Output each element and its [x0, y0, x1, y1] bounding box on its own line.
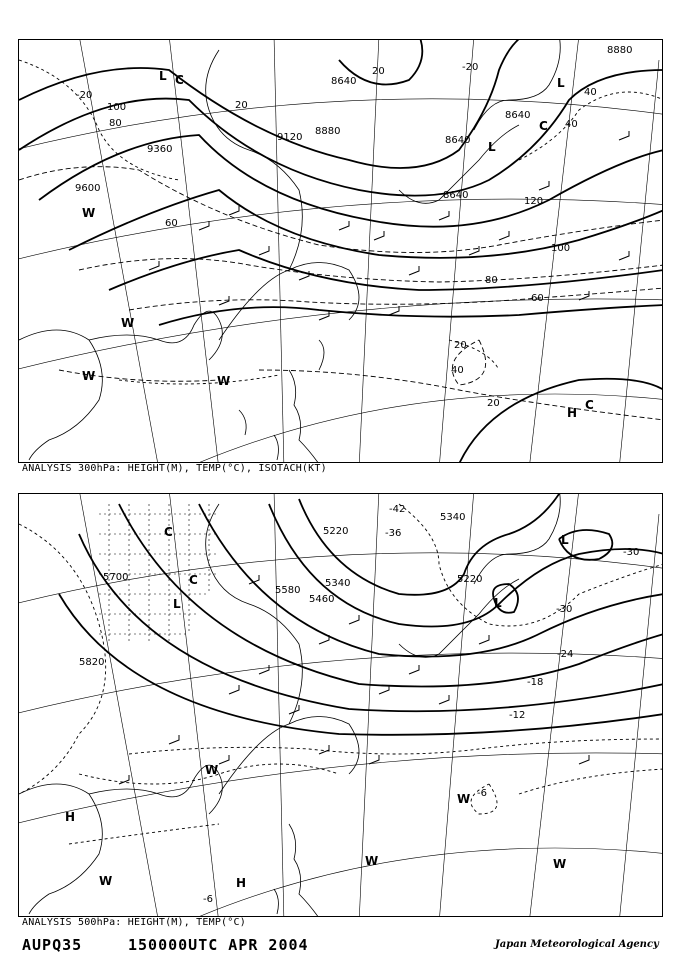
- temperature-labels: [203, 504, 639, 905]
- isotach-label: 80: [485, 275, 498, 286]
- height-label: 5820: [79, 657, 105, 668]
- low-marker: L: [488, 140, 496, 154]
- height-label: 5340: [325, 578, 351, 589]
- isotach-label: 20: [454, 340, 467, 351]
- isotach-label: 20: [372, 66, 385, 77]
- height-label: 8640: [331, 76, 357, 87]
- height-label: 9120: [277, 132, 303, 143]
- temperature-label: -18: [527, 677, 544, 688]
- height-label: 5220: [457, 574, 483, 585]
- isotach-label: 40: [584, 87, 597, 98]
- isotach-label: 40: [451, 365, 464, 376]
- high-marker: H: [567, 406, 578, 420]
- low-marker: L: [159, 69, 167, 83]
- warm-marker: W: [365, 854, 379, 868]
- temperature-label: -24: [557, 649, 574, 660]
- warm-marker: W: [121, 316, 135, 330]
- temperature-label: -30: [623, 547, 640, 558]
- isotach-label: 60: [531, 293, 544, 304]
- temperature-label: -6: [203, 894, 213, 905]
- isotach-label: 80: [109, 118, 122, 129]
- caption-300hpa: ANALYSIS 300hPa: HEIGHT(M), TEMP(°C), ISOTACH(KT): [22, 463, 327, 474]
- isotach-label: 20: [487, 398, 500, 409]
- height-label: 8880: [607, 45, 633, 56]
- warm-marker: W: [205, 763, 219, 777]
- height-label: 5580: [275, 585, 301, 596]
- cold-marker: C: [189, 573, 198, 587]
- analysis-300hpa-map: [18, 39, 663, 463]
- coastlines: [19, 494, 560, 917]
- isotach-label: 40: [565, 119, 578, 130]
- height-contours: [59, 494, 663, 735]
- height-label: 8880: [315, 126, 341, 137]
- temperature-label: -12: [509, 710, 526, 721]
- map-500hpa: [19, 494, 663, 917]
- temperature-label: -20: [462, 62, 479, 73]
- isotach-label: 20: [235, 100, 248, 111]
- isotach-label: 120: [524, 196, 544, 207]
- isotach-label: 60: [165, 218, 178, 229]
- isotach-label: 100: [107, 102, 127, 113]
- valid-time: 150000UTC APR 2004: [128, 936, 309, 954]
- height-label: 5700: [103, 572, 129, 583]
- agency-credit: Japan Meteorological Agency: [495, 939, 659, 950]
- height-label: 8640: [445, 135, 471, 146]
- chart-code: AUPQ35: [22, 936, 83, 954]
- low-marker: L: [557, 76, 565, 90]
- temperature-label: -6: [477, 788, 487, 799]
- cold-marker: C: [164, 525, 173, 539]
- warm-marker: W: [553, 857, 567, 871]
- cold-marker: C: [585, 398, 594, 412]
- high-marker: H: [65, 810, 76, 824]
- cold-marker: C: [539, 119, 548, 133]
- warm-marker: W: [82, 206, 96, 220]
- system-markers: [82, 69, 594, 420]
- cold-marker: C: [175, 73, 184, 87]
- low-marker: L: [173, 597, 181, 611]
- high-marker: H: [236, 876, 247, 890]
- height-labels: [79, 512, 482, 668]
- height-label: 8640: [443, 190, 469, 201]
- caption-500hpa: ANALYSIS 500hPa: HEIGHT(M), TEMP(°C): [22, 917, 246, 928]
- map-300hpa: [19, 40, 663, 463]
- height-label: 8640: [505, 110, 531, 121]
- temperature-label: -36: [385, 528, 402, 539]
- analysis-500hpa-map: [18, 493, 663, 917]
- height-label: 9600: [75, 183, 101, 194]
- temperature-label: -30: [556, 604, 573, 615]
- low-marker: L: [494, 596, 502, 610]
- height-label: 9360: [147, 144, 173, 155]
- warm-marker: W: [82, 369, 96, 383]
- low-marker: L: [561, 533, 569, 547]
- isotach-label: 100: [551, 243, 571, 254]
- height-label: 5460: [309, 594, 335, 605]
- temperature-label: -20: [76, 90, 93, 101]
- height-label: 5340: [440, 512, 466, 523]
- warm-marker: W: [217, 374, 231, 388]
- warm-marker: W: [457, 792, 471, 806]
- height-label: 5220: [323, 526, 349, 537]
- isotachs: [19, 167, 663, 420]
- temperature-label: -42: [389, 504, 406, 515]
- warm-marker: W: [99, 874, 113, 888]
